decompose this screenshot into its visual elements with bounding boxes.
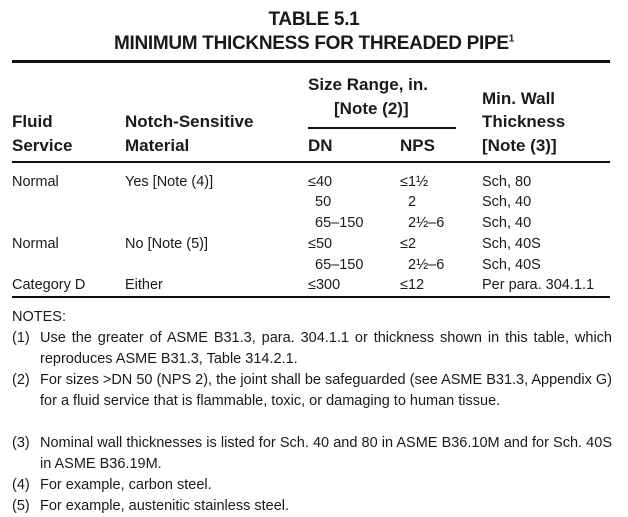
header-fluid-2: Service [12,136,73,155]
note-number: (1) [12,330,30,346]
header-nps: NPS [400,136,435,155]
cell-dn: 50 [315,194,332,210]
table-title [0,33,628,55]
cell-nps: 2½–6 [408,215,445,231]
cell-nps: ≤2 [400,236,417,252]
cell-dn: ≤300 [308,277,341,293]
cell-wall: Sch, 40 [482,215,532,231]
header-wall-2: Thickness [482,112,566,131]
cell-notch: No [Note (5)] [125,236,208,252]
cell-wall: Sch, 80 [482,174,532,190]
cell-dn: 65–150 [315,257,364,273]
note-item [12,475,612,496]
note-text: For example, carbon steel. [40,477,212,493]
title-footnote-mark: 1 [508,33,515,45]
cell-nps: ≤1½ [400,174,429,190]
cell-notch: Yes [Note (4)] [125,174,214,190]
header-rule [12,161,610,163]
cell-wall: Sch, 40 [482,194,532,210]
note-text: Nominal wall thicknesses is listed for Sch. 40 and 80 in ASME B36.10M and for Sch. 40S in ASME B36.19M. [40,435,612,472]
cell-dn: ≤50 [308,236,333,252]
cell-nps: 2½–6 [408,257,445,273]
header-notch-2: Material [125,136,190,155]
notes-heading: NOTES: [12,309,66,325]
size-range-underline [308,127,456,129]
note-text: For example, austenitic stainless steel. [40,498,290,514]
note-text: Use the greater of ASME B31.3, para. 304.1.1 or thickness shown in this table, which reproduces ASME B31.3, Table 314.2.1. [40,330,612,367]
note-item [12,328,612,370]
note-item [12,370,612,412]
note-number: (3) [12,435,30,451]
cell-dn: 65–150 [315,215,364,231]
header-fluid-1: Fluid [12,112,53,131]
note-text: For sizes >DN 50 (NPS 2), the joint shall be safeguarded (see ASME B31.3, Appendix G) for a fluid service that is flammable, toxic, or damaging to human tissue. [40,372,612,409]
table-title-text: MINIMUM THICKNESS FOR THREADED PIPE [113,33,509,54]
top-rule [12,60,610,63]
header-notch-1: Notch-Sensitive [125,112,254,131]
table-number: TABLE 5.1 [268,9,360,30]
header-wall-3: [Note (3)] [482,136,557,155]
cell-wall: Sch, 40S [482,257,541,273]
cell-fluid: Normal [12,174,59,190]
header-wall-1: Min. Wall [482,89,556,108]
header-size-range-1: Size Range, in. [308,75,428,94]
header-size-range-2: [Note (2)] [334,99,409,118]
cell-fluid: Category D [12,277,86,293]
cell-notch: Either [125,277,163,293]
note-item [12,433,612,475]
cell-wall: Sch, 40S [482,236,541,252]
note-number: (5) [12,498,30,514]
bottom-rule [12,296,610,298]
note-number: (4) [12,477,30,493]
note-number: (2) [12,372,30,388]
cell-fluid: Normal [12,236,59,252]
cell-dn: ≤40 [308,174,333,190]
header-dn: DN [308,136,333,155]
cell-nps: ≤12 [400,277,425,293]
cell-nps: 2 [408,194,417,210]
cell-wall: Per para. 304.1.1 [482,277,595,293]
